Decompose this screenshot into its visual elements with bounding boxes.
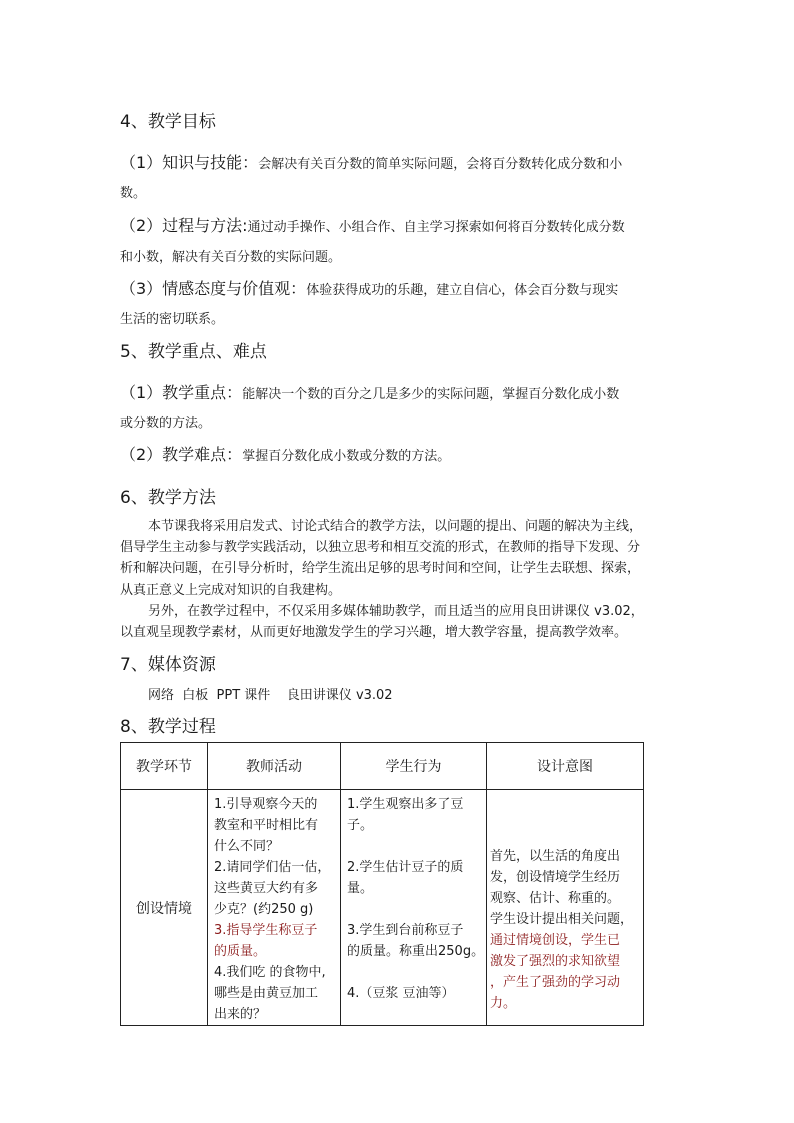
- design-line: 首先，以生活的角度出: [490, 849, 621, 864]
- student-gap: [347, 836, 486, 857]
- student-line: 量。: [347, 881, 374, 896]
- goal-knowledge-text: 会解决有关百分数的简单实际问题，会将百分数转化成分数和小: [258, 157, 623, 172]
- student-gap: [347, 962, 486, 983]
- teacher-line: 什么不同？: [214, 839, 280, 854]
- goal-process-label: （2）过程与方法:: [120, 216, 248, 235]
- student-line: 子。: [347, 818, 374, 833]
- design-line: 激发了强烈的求知欲望: [490, 954, 621, 969]
- table-header-row: [121, 743, 644, 790]
- design-line: 通过情境创设，学生已: [490, 933, 621, 948]
- stage-cell: [121, 790, 208, 1026]
- student-line: 2.学生估计豆子的质: [347, 860, 464, 875]
- difficult-point: [120, 442, 450, 465]
- student-line: 的质量。称重出250g。: [347, 944, 485, 959]
- goal-emotion-cont: 生活的密切联系。: [120, 312, 225, 327]
- goal-process: [120, 213, 625, 236]
- teacher-line: 的质量。: [214, 944, 267, 959]
- method-line-1: 本节课我将采用启发式、讨论式结合的教学方法，以问题的提出、问题的解决为主线，: [148, 519, 643, 534]
- key-point: [120, 380, 619, 403]
- key-point-text: 能解决一个数的百分之几是多少的实际问题，掌握百分数化成小数: [242, 387, 620, 402]
- method-line-6: 以直观呈现教学素材，从而更好地激发学生的学习兴趣，增大教学容量，提高教学效率。: [120, 625, 628, 640]
- section-5-heading: 5、教学重点、难点: [120, 342, 267, 362]
- student-cell: [341, 790, 487, 1026]
- goal-emotion-label: （3）情感态度与价值观：: [120, 279, 307, 298]
- goal-emotion: [120, 276, 618, 299]
- teacher-cell: [208, 790, 341, 1026]
- teacher-line: 这些黄豆大约有多: [214, 881, 319, 896]
- process-table: [120, 742, 644, 1026]
- goal-emotion-text: 体验获得成功的乐趣，建立自信心，体会百分数与现实: [306, 283, 619, 298]
- section-8-heading: 8、教学过程: [120, 717, 216, 737]
- method-line-3: 析和解决问题，在引导分析时，给学生流出足够的思考时间和空间，让学生去联想、探索，: [120, 561, 641, 576]
- design-line: 学生设计提出相关问题，: [490, 912, 634, 927]
- design-line: ，产生了强劲的学习动: [490, 975, 621, 990]
- goal-process-text: 通过动手操作、小组合作、自主学习探索如何将百分数转化成分数: [247, 220, 625, 235]
- student-line: 1.学生观察出多了豆: [347, 797, 464, 812]
- difficult-point-text: 掌握百分数化成小数或分数的方法。: [242, 449, 451, 464]
- header-teacher: 教师活动: [208, 743, 341, 790]
- teacher-line: 4.我们吃 的食物中,: [214, 965, 326, 980]
- student-line: 4.（豆浆 豆油等）: [347, 986, 455, 1001]
- method-line-5: 另外，在教学过程中，不仅采用多媒体辅助教学，而且适当的应用良田讲课仪 v3.02，: [148, 604, 644, 619]
- design-line: 发，创设情境学生经历: [490, 870, 621, 885]
- teacher-line: 出来的？: [214, 1007, 267, 1022]
- teacher-line: 少克？(约250 g): [214, 902, 314, 917]
- teacher-line: 1.引导观察今天的: [214, 797, 318, 812]
- goal-process-cont: 和小数，解决有关百分数的实际问题。: [120, 250, 342, 265]
- media-list: 网络 白板 PPT 课件 良田讲课仪 v3.02: [148, 688, 393, 703]
- section-4-heading: 4、教学目标: [120, 112, 216, 132]
- design-line: 观察、估计、称重的。: [490, 891, 621, 906]
- header-student: 学生行为: [341, 743, 487, 790]
- teacher-line: 3.指导学生称豆子: [214, 923, 318, 938]
- section-7-heading: 7、媒体资源: [120, 655, 216, 675]
- stage-label: 创设情境: [136, 900, 192, 917]
- goal-knowledge-cont: 数。: [120, 186, 147, 201]
- student-gap: [347, 899, 486, 920]
- section-6-heading: 6、教学方法: [120, 488, 216, 508]
- goal-knowledge-label: （1）知识与技能：: [120, 153, 259, 172]
- teacher-line: 哪些是由黄豆加工: [214, 986, 319, 1001]
- key-point-cont: 或分数的方法。: [120, 416, 212, 431]
- header-stage: 教学环节: [121, 743, 208, 790]
- student-line: 3.学生到台前称豆子: [347, 923, 464, 938]
- table-row: [121, 790, 644, 1026]
- difficult-point-label: （2）教学难点：: [120, 445, 243, 464]
- key-point-label: （1）教学重点：: [120, 383, 243, 402]
- design-line: 力。: [490, 996, 517, 1011]
- method-line-4: 从真正意义上完成对知识的自我建构。: [120, 583, 342, 598]
- teacher-line: 教室和平时相比有: [214, 818, 319, 833]
- teacher-line: 2.请同学们估一估，: [214, 860, 331, 875]
- method-line-2: 倡导学生主动参与教学实践活动，以独立思考和相互交流的形式，在教师的指导下发现、分: [120, 540, 641, 555]
- header-design: 设计意图: [487, 743, 644, 790]
- design-cell: [487, 790, 644, 1026]
- goal-knowledge: [120, 150, 622, 173]
